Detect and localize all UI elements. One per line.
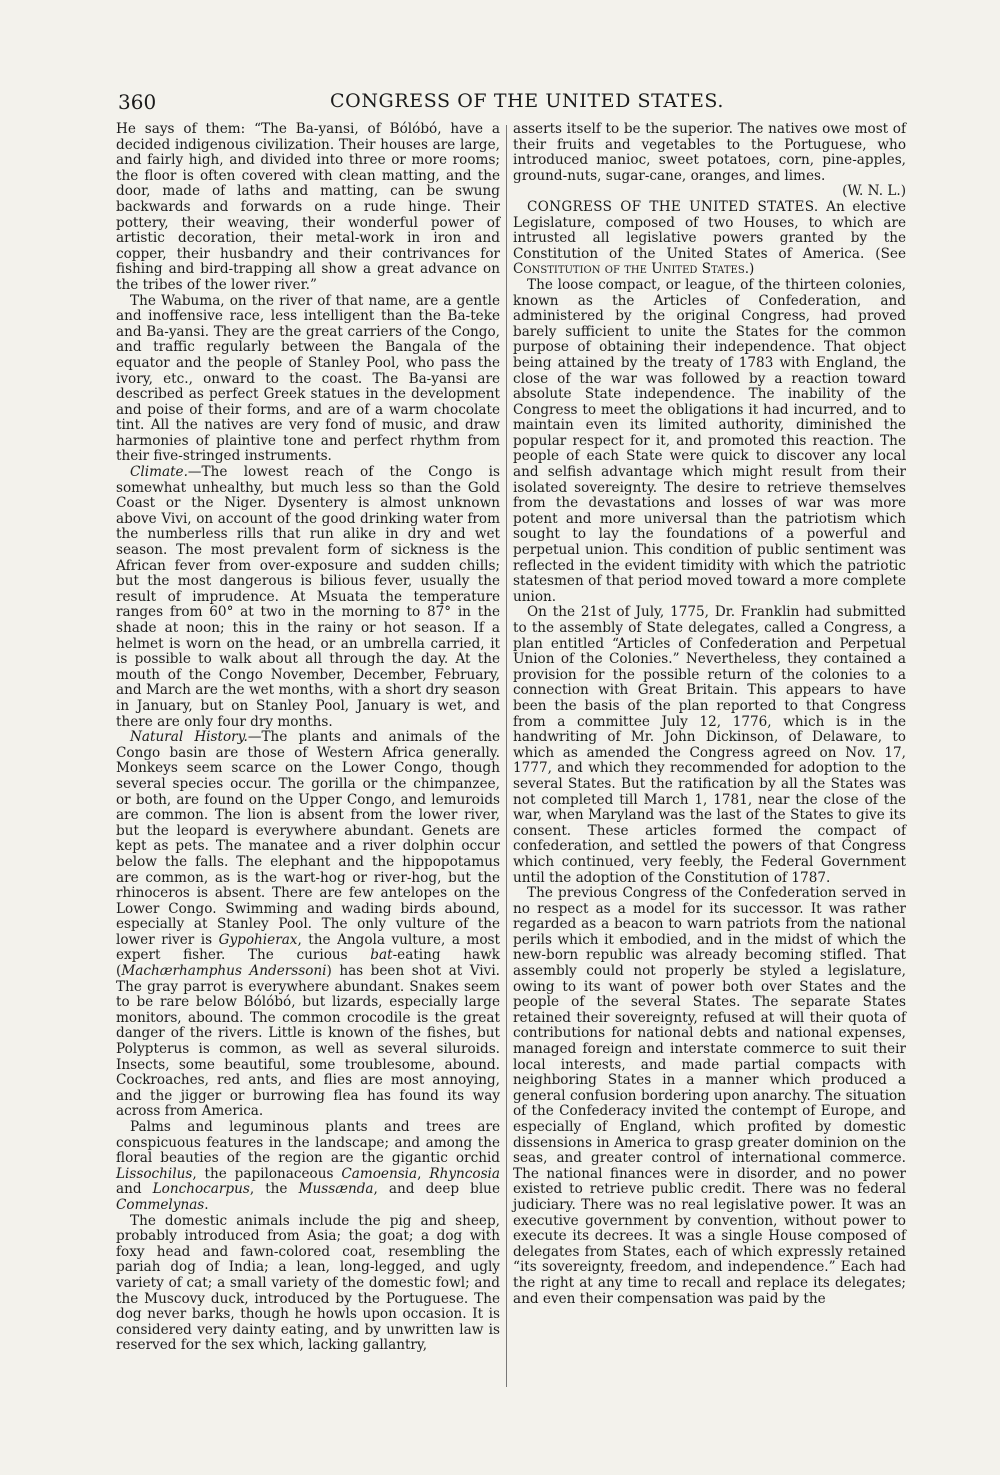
paragraph-wabuma: The Wabuma, on the river of that name, are a gentle and inoffensive race, less intelligent than the Ba-teke and Ba-yansi. They are the great carriers of the Congo, and traffic regularly between the Bangala of the equator and the people of Stanley Pool, who pass the ivory, etc., onward to the coast. The Ba-yansi are described as perfect Greek statues in the development and poise of their forms, and are of a warm chocolate tint. All the natives are very fond of music, and draw harmonies of plaintive tone and perfect rhythm from their five-stringed instruments. [116,292,500,465]
author-signature: (W. N. L.) [842,183,906,200]
climate-heading: Climate. [130,464,188,481]
page-number: 360 [118,90,157,114]
entry-heading: CONGRESS OF THE UNITED STATES. [527,198,819,215]
climate-text: —The lowest reach of the Congo is somewhat unhealthy, but much less so than the Gold Coast or the Niger. Dysentery is almost unknown above Vivi, on account of the good drinking water from the numberless rills that run alike in dry and wet season. The most prevalent form of sickness is the African fever from over-exposure and sudden chills; but the most dangerous is bilious fever, usually the result of imprudence. At Msuata the temperature ranges from 60° at two in the morning to 87° in the shade at noon; this in the rainy or hot season. If a helmet is worn on the head, or an umbrella carried, it is possible to walk about all through the day. At the mouth of the Congo November, December, February, and March are the wet months, with a short dry season in January, but on Stanley Pool, January is wet, and there are only four dry months. [116,464,500,730]
entry-text: An elective Legislature, composed of two Houses, to which are intrusted all legislative powers granted by the Constitution of the United States of America. (See [513,198,906,262]
left-column [116,122,500,1354]
entry-intro [513,200,906,278]
right-column [513,122,906,1307]
palms-text-1: Palms and leguminous plants and trees are conspicuous features in the landscape; and among the floral beauties of the region are the gigantic orchid [116,1119,500,1167]
natural-history-text-2: , the Angola vulture, a most expert fisher. The curious [116,931,500,964]
natural-history-heading: Natural History. [130,729,248,746]
term-rhyncosia: Rhyncosia [429,1165,500,1182]
column-divider [506,125,507,1387]
term-lonchocarpus: Lonchocarpus [152,1181,250,1198]
palms-text-5: , the [249,1181,299,1198]
paragraph-palms [116,1120,500,1214]
term-bat: bat [370,947,393,964]
running-head: CONGRESS OF THE UNITED STATES. [330,90,724,112]
palms-text-7: . [204,1196,209,1213]
term-camoensia: Camoensia [341,1165,418,1182]
natural-history-text: —The plants and animals of the Congo basin are those of Western Africa generally. Monkeys seem scarce on the Lower Congo, though several species occur. The gorilla or the chimpanzee, or both, are found on the Upper Congo, and lemuroids are common. The lion is absent from the lower river, but the leopard is everywhere abundant. Genets are kept as pets. The manatee and a river dolphin occur below the falls. The elephant and the hippopotamus are common, as is the wart-hog or river-hog, but the rhinoceros is absent. There are few antelopes on the Lower Congo. Swimming and wading birds abound, especially at Stanley Pool. The only vulture of the lower river is [116,729,500,948]
entry-text-end: .) [744,261,755,278]
term-machaerhamphus: Machærhamphus Anderssoni [121,963,327,980]
term-lissochilus: Lissochilus [116,1165,193,1182]
paragraph-previous-congress: The previous Congress of the Confederation served in no respect as a model for its successor. It was rather regarded as a beacon to warn patriots from the national perils which it embodied, and in the midst of which the new-born republic was already becoming stifled. That assembly could not properly be styled a legislature, owing to its want of power both over States and the people of the several States. The separate States retained their sovereignty, refused at will their quota of contributions for national debts and national expenses, managed foreign and interstate commerce to suit their local interests, and made partial compacts with neighboring States in a manner which produced a general confusion bordering upon anarchy. The situation of the Confederacy invited the contempt of Europe, and especially of England, which profited by domestic dissensions in America to grasp greater dominion on the seas, and greater control of international commerce. The national finances were in disorder, and no power existed to retrieve public credit. There was no federal judiciary. There was no real legislative power. It was an executive government by convention, without power to execute its decrees. It was a single House composed of delegates from States, each of which expressly retained “its sovereignty, freedom, and independence.” Each had the right at any time to recall and replace its delegates; and even their compensation was paid by the [513,885,906,1307]
paragraph-bayansi-quote: He says of them: “The Ba-yansi, of Bólóbó, have a decided indigenous civilization. Their houses are large, and fairly high, and divided into three or more rooms; the floor is often covered with clean matting, and the door, made of laths and matting, can be swung backwards and forwards on a rude hinge. Their pottery, their weaving, their wonderful power of artistic decoration, their metal-work in iron and copper, their husbandry and their contrivances for fishing and bird-trapping all show a great advance on the tribes of the lower river.” [116,121,500,293]
paragraph-continued: asserts itself to be the superior. The natives owe most of their fruits and vegetables to the Portuguese, who introduced manioc, sweet potatoes, corn, pine-apples, ground-nuts, sugar-cane, oranges, and limes. [513,121,906,184]
paragraph-climate [116,465,500,730]
natural-history-text-3: -eating hawk ( [116,947,500,980]
palms-text-3: , [417,1165,430,1182]
palms-text-4: and [116,1181,153,1198]
palms-text-6: , and deep blue [373,1181,500,1198]
palms-text-2: , the papilonaceous [192,1165,342,1182]
paragraph-natural-history [116,730,500,1120]
term-commelynas: Commelynas [116,1196,205,1213]
term-gypohierax: Gypohierax [218,931,298,948]
cross-reference: Constitution of the United States [513,261,745,278]
paragraph-franklin: On the 21st of July, 1775, Dr. Franklin had submitted to the assembly of State delegates, called a Congress, a plan entitled “Articles of Confederation and Perpetual Union of the Colonies.” Nevertheless, they contained a provision for the possible return of the colonies to a connection with Great Britain. This appears to have been the basis of the plan reported to that Congress from a committee July 12, 1776, which is in the handwriting of Mr. John Dickinson, of Delaware, to which as amended the Congress agreed on Nov. 17, 1777, and which they recommended for adoption to the several States. But the ratification by all the States was not completed till March 1, 1781, near the close of the war, when Maryland was the last of the States to give its consent. These articles formed the compact of confederation, and settled the powers of that Congress which continued, very feebly, the Federal Government until the adoption of the Constitution of 1787. [513,604,906,886]
term-mussaenda: Mussænda [298,1181,374,1198]
natural-history-text-4: ) has been shot at Vivi. The gray parrot is everywhere abundant. Snakes seem to be rare below Bólóbó, but lizards, especially large monitors, abound. The common crocodile is the great danger of the rivers. Little is known of the fishes, but Polypterus is common, as well as several siluroids. Insects, some beautiful, some troublesome, abound. Cockroaches, red ants, and flies are most annoying, and the jigger or burrowing flea has found its way across from America. [116,963,500,1120]
paragraph-loose-compact: The loose compact, or league, of the thirteen colonies, known as the Articles of Confederation, and administered by the original Congress, had proved barely sufficient to unite the States for the common purpose of obtaining their independence. That object being attained by the treaty of 1783 with England, the close of the war was followed by a reaction toward absolute State independence. The inability of the Congress to meet the obligations it had incurred, and to maintain even its limited authority, diminished the popular respect for it, and promoted this reaction. The people of each State were quick to discover any local and selfish advantage which might result from their isolated sovereignty. The desire to retrieve themselves from the devastations and losses of war was more potent and more universal than the patriotism which sought to lay the foundations of a powerful and perpetual union. This condition of public sentiment was reflected in the evident timidity with which the patriotic statesmen of that period moved toward a more complete union. [513,276,906,605]
paragraph-domestic-animals: The domestic animals include the pig and sheep, probably introduced from Asia; the goat; a dog with foxy head and fawn-colored coat, resembling the pariah dog of India; a lean, long-legged, and ugly variety of cat; a small variety of the domestic fowl; and the Muscovy duck, introduced by the Portuguese. The dog never barks, though he howls upon occasion. It is considered very dainty eating, and by unwritten law is reserved for the sex which, lacking gallantry, [116,1212,500,1354]
